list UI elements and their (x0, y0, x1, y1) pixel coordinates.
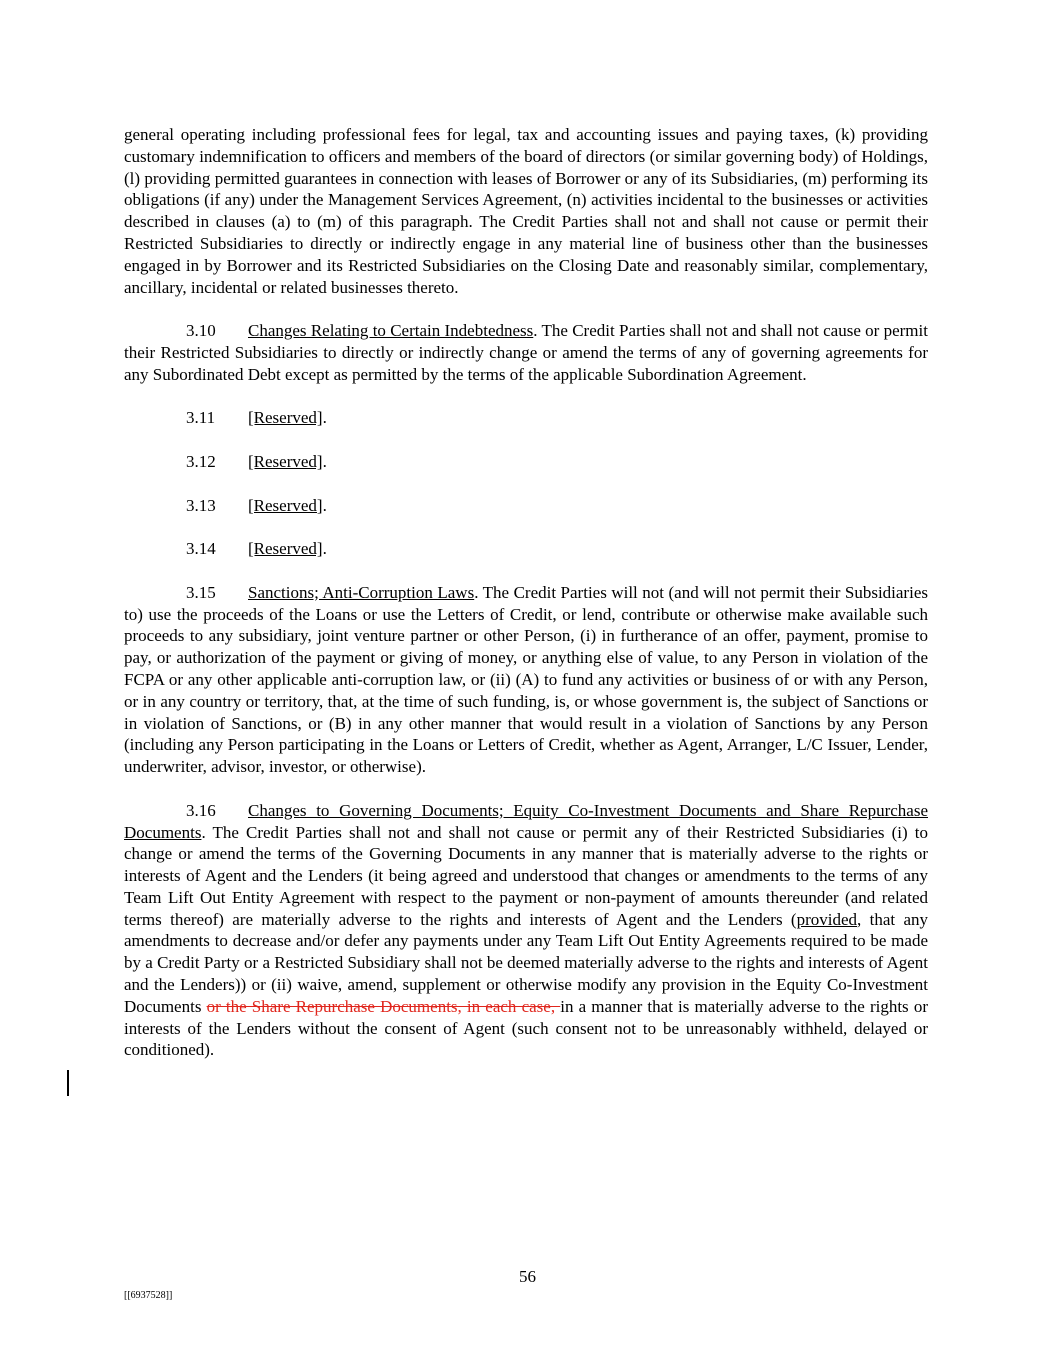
section-number: 3.15 (186, 582, 216, 602)
section-3-12: 3.12 [Reserved]. (186, 451, 327, 471)
section-heading: [Reserved] (248, 495, 323, 515)
section-heading: Sanctions; Anti-Corruption Laws (248, 582, 475, 602)
section-number: 3.13 (186, 495, 216, 515)
section-3-10 (124, 320, 928, 385)
section-number: 3.16 (186, 800, 216, 820)
deleted-text: or the Share Repurchase Documents, in each case, (206, 996, 561, 1016)
section-3-15 (124, 582, 928, 778)
section-body: . The Credit Parties shall not and shall not cause or permit their Restricted Subsidiaries to directly or indirectly change or amend the terms of any of governing agreements for any Subordinated Debt except as permitted by the terms of the applicable Subordination Agreement. (124, 321, 928, 384)
section-heading: [Reserved] (248, 451, 323, 471)
section-3-11: 3.11 [Reserved]. (186, 408, 327, 428)
intro-paragraph: general operating including professional fees for legal, tax and accounting issues and paying taxes, (k) providing customary indemnification to officers and members of the board of directors (or similar governing body) of Holdings, (l) providing permitted guarantees in connection with leases of Borrower or any of its Subsidiaries, (m) performing its obligations (if any) under the Management Services Agreement, (n) activities incidental to the businesses or activities described in clauses (a) to (m) of this paragraph. The Credit Parties shall not and shall not cause or permit their Restricted Subsidiaries to directly or indirectly engage in any material line of business other than the businesses engaged in by Borrower and its Restricted Subsidiaries on the Closing Date and reasonably similar, complementary, ancillary, incidental or related businesses thereto. (124, 125, 928, 297)
section-heading: [Reserved] (248, 539, 323, 559)
section-3-14: 3.14 [Reserved]. (186, 539, 327, 559)
section-3-16 (124, 800, 928, 1062)
section-body: . The Credit Parties will not (and will not permit their Subsidiaries to) use the proceeds of the Loans or use the Letters of Credit, or lend, contribute or otherwise make available such proceeds to any subsidiary, joint venture partner or other Person, (i) in furtherance of an offer, payment, promise to pay, or authorization of the payment or giving of money, or anything else of value, to any Person in violation of the FCPA or any other applicable anti-corruption law, or (ii) (A) to fund any activities or business of or with any Person, or in any country or territory, that, at the time of such funding, is, or whose government is, the subject of Sanctions or in violation of Sanctions, or (B) in any other manner that would result in a violation of Sanctions by any Person (including any Person participating in the Loans or Letters of Credit, whether as Agent, Arranger, L/C Issuer, Lender, underwriter, advisor, investor, or otherwise). (124, 582, 928, 777)
section-number: 3.14 (186, 539, 216, 559)
section-number: 3.11 (186, 408, 216, 428)
provided-term: provided (796, 909, 858, 929)
section-body-continued: , that any amendments to decrease and/or defer any payments under any Team Lift Out Entity Agreements required to be made by a Credit Party or a Restricted Subsidiary shall not be deemed materially adverse to the rights and interests of Agent and the Lenders)) or (ii) waive, amend, supplement or otherwise modify any provision in the Equity Co-Investment Documents (124, 909, 928, 1016)
document-id: [[6937528]] (124, 1290, 173, 1301)
section-heading: Changes Relating to Certain Indebtedness (248, 321, 534, 341)
section-heading: [Reserved] (248, 408, 323, 428)
section-heading: Changes to Governing Documents; Equity Co-Investment Documents and Share Repurchase Documents (124, 800, 928, 842)
section-number: 3.10 (186, 321, 216, 341)
document-page (124, 124, 928, 1061)
section-3-13: 3.13 [Reserved]. (186, 495, 327, 515)
section-number: 3.12 (186, 451, 216, 471)
page-number: 56 (519, 1267, 536, 1286)
section-body-end: in a manner that is materially adverse to the rights or interests of the Lenders without the consent of Agent (such consent not to be unreasonably withheld, delayed or conditioned). (124, 996, 928, 1060)
section-body: . The Credit Parties shall not and shall not cause or permit any of their Restricted Subsidiaries (i) to change or amend the terms of the Governing Documents in any manner that is materially adverse to the rights or interests of Agent and the Lenders (it being agreed and understood that changes or amendments to the terms of any Team Lift Out Entity Agreement with respect to the payment or non-payment of amounts thereunder (and related terms thereof) are materially adverse to the rights and interests of Agent and the Lenders ( (124, 822, 928, 929)
revision-change-bar (67, 1070, 69, 1096)
